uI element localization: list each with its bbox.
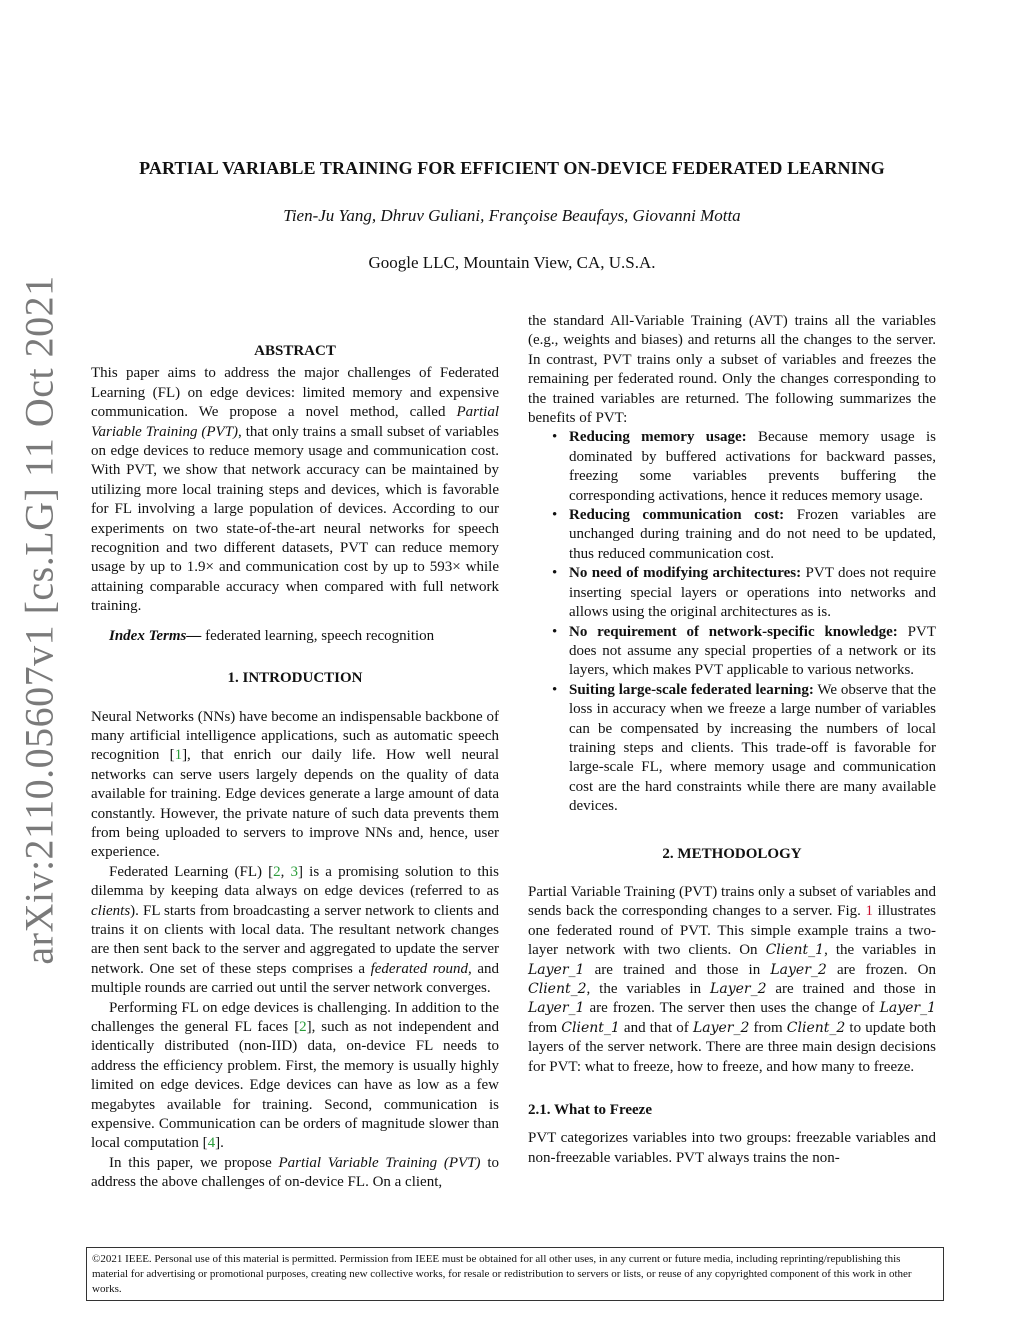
citation-link[interactable]: 4 bbox=[207, 1135, 216, 1152]
citation-link[interactable]: 2 bbox=[299, 1019, 307, 1035]
list-item: • Reducing memory usage: Because memory usage is dominated by buffered activations for backward passes, freezing some variables prevents buffering the corresponding activations, hence it reduces memory usage. bbox=[552, 429, 937, 504]
index-terms: Index Terms— federated learning, speech recognition bbox=[109, 627, 435, 644]
figure-link[interactable]: 1 bbox=[865, 903, 874, 920]
intro-paragraph-2: Federated Learning (FL) [2, 3] is a promising solution to this dilemma by keeping data always on edge devices (referred to as clients). FL starts from broadcasting a server network to clients and trains it on clients with local data. The resultant network changes are then sent back to the server and aggregated to update the server network. One set of these steps comprises a federated round, and multiple rounds are carried out until the server network converges. bbox=[91, 863, 499, 997]
citation-link[interactable]: 1 bbox=[174, 747, 183, 764]
subsection-paragraph: PVT categorizes variables into two groups: freezable variables and non-freezable variables. PVT always trains the non- bbox=[528, 1130, 936, 1166]
list-item: • No need of modifying architectures: PVT does not require inserting special layers or operations into networks and allows using the original architectures as is. bbox=[552, 565, 936, 621]
subsection-heading: 2.1. What to Freeze bbox=[528, 1102, 652, 1119]
left-column bbox=[91, 342, 499, 1193]
paper-title: PARTIAL VARIABLE TRAINING FOR EFFICIENT ON-DEVICE FEDERATED LEARNING bbox=[139, 158, 885, 178]
list-item: • Suiting large-scale federated learning: We observe that the loss in accuracy when we freeze a large number of variables can be compensated by increasing the numbers of local training steps and clients. This trade-off is favorable for large-scale FL, where memory usage and communication cost are the hard constraints while there are many available devices. bbox=[552, 681, 937, 815]
list-item: • No requirement of network-specific knowledge: PVT does not assume any special properties of a network or its layers, which makes PVT applicable to various networks. bbox=[552, 623, 936, 679]
paper-affiliation: Google LLC, Mountain View, CA, U.S.A. bbox=[368, 253, 656, 272]
abstract-heading: ABSTRACT bbox=[254, 343, 336, 359]
intro-heading: 1. INTRODUCTION bbox=[227, 670, 363, 687]
bullet-icon: • bbox=[552, 507, 558, 524]
copyright-notice: ©2021 IEEE. Personal use of this material is permitted. Permission from IEEE must be obtained for all other uses, in any current or future media, including reprinting/republishing this material for advertising or promotional purposes, creating new collective works, for resale or redistribution to servers or lists, or reuse of any copyrighted component of this work in other works. bbox=[86, 1247, 944, 1301]
arxiv-sidebar bbox=[12, 275, 66, 965]
intro-paragraph-4: In this paper, we propose Partial Variable Training (PVT) to address the above challenges of on-device FL. On a client, bbox=[91, 1154, 499, 1191]
bullet-icon: • bbox=[552, 623, 558, 640]
arxiv-identifier: arXiv:2110.05607v1 [cs.LG] 11 Oct 2021 bbox=[16, 275, 62, 965]
paper-authors: Tien-Ju Yang, Dhruv Guliani, Françoise Beaufays, Giovanni Motta bbox=[283, 206, 741, 225]
methodology-heading: 2. METHODOLOGY bbox=[662, 845, 802, 862]
bullet-icon: • bbox=[552, 565, 558, 582]
intro-continuation: the standard All-Variable Training (AVT) trains all the variables (e.g., weights and biases) and returns all the changes to the server. In contrast, PVT trains only a subset of variables and freezes the remaining per federated round. Only the changes corresponding to the trained variables are returned. The following summarizes the benefits of PVT: bbox=[528, 313, 936, 427]
bullet-icon: • bbox=[552, 681, 558, 698]
list-item: • Reducing communication cost: Frozen variables are unchanged during training and do not need to be updated, thus reduced communication cost. bbox=[552, 507, 936, 562]
intro-paragraph-3: Performing FL on edge devices is challenging. In addition to the challenges the general FL faces [2], such as not independent and identically distributed (non-IID) data, on-device FL needs to address the efficiency problem. First, the memory is usually highly limited on edge devices. Edge devices can have as low as a few megabytes available for training. Second, communication is expensive. Communication can be orders of magnitude slower than local computation [4]. bbox=[91, 999, 500, 1152]
citation-link[interactable]: 2 bbox=[273, 863, 281, 880]
bullet-icon: • bbox=[552, 429, 558, 446]
intro-paragraph-1: Neural Networks (NNs) have become an indispensable backbone of many artificial intelligence applications, such as automatic speech recognition [1], that enrich our daily life. How well neural networks can serve users largely depends on the quality of data available for training. Edge devices generate a large amount of data constantly. However, the private nature of such data prevents them from being uploaded to servers to improve NNs and, hence, user experience. bbox=[91, 708, 499, 861]
abstract-text: This paper aims to address the major challenges of Federated Learning (FL) on edge devices: limited memory and expensive communication. We propose a novel method, called Partial Variable Training (PVT), that only trains a small subset of variables on edge devices to reduce memory usage and communication cost. With PVT, we show that network accuracy can be maintained by utilizing more local training steps and devices, which is favorable for FL involving a large population of devices. According to our experiments on two state-of-the-art neural networks for speech recognition and two different datasets, PVT can reduce memory usage by up to 1.9× and communication cost by up to 593× while attaining comparable accuracy when compared with full network training. bbox=[91, 365, 499, 615]
right-column bbox=[528, 312, 936, 1168]
benefits-list bbox=[528, 428, 936, 816]
citation-link[interactable]: 3 bbox=[290, 863, 299, 880]
methodology-paragraph: Partial Variable Training (PVT) trains only a subset of variables and sends back the corresponding changes to a server. Fig. 1 illustrates one federated round of PVT. This simple example trains a two-layer network with two clients. On Client_1, the variables in Layer_1 are trained and those in Layer_2 are frozen. On Client_2, the variables in Layer_2 are trained and those in Layer_1 are frozen. The server then uses the change of Layer_1 from Client_1 and that of Layer_2 from Client_2 to update both layers of the server network. There are three main design decisions for PVT: what to freeze, how to freeze, and how many to freeze. bbox=[528, 883, 937, 1075]
